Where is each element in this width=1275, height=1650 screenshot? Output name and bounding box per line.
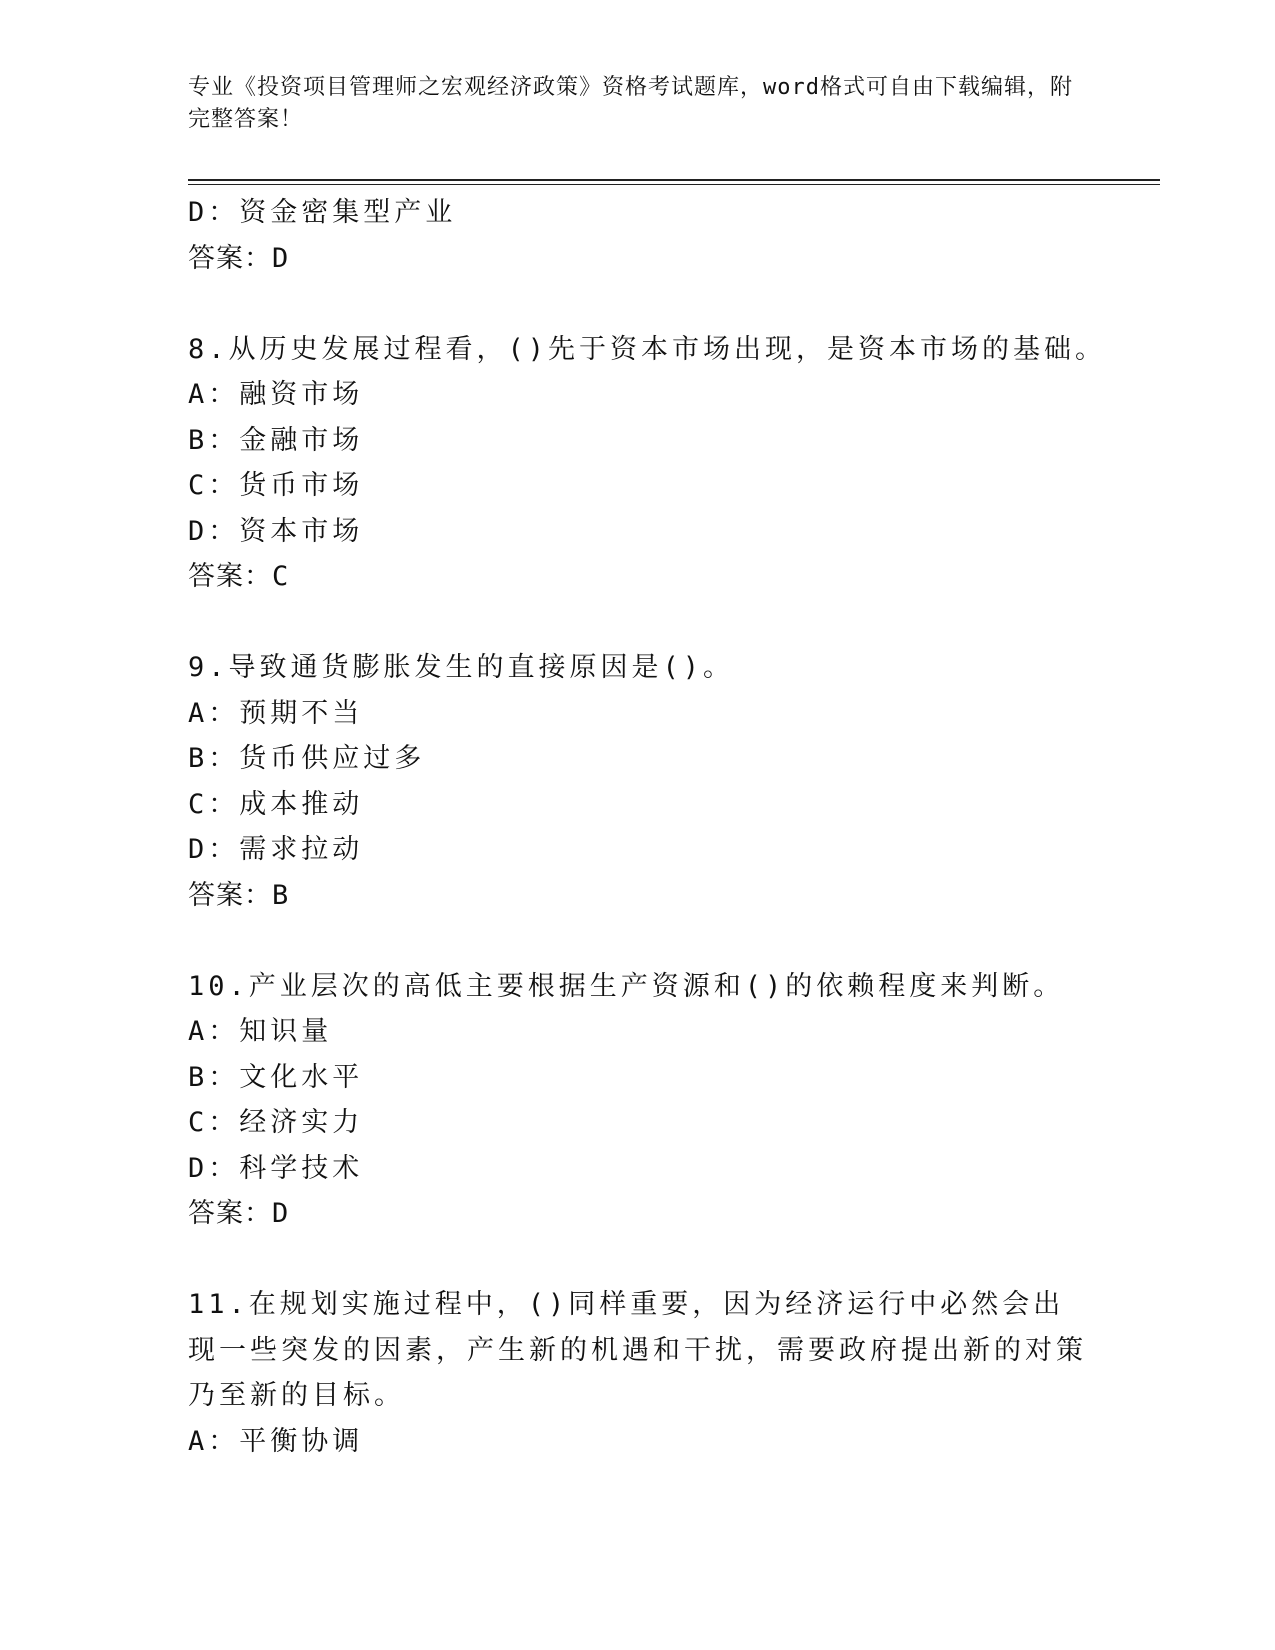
question-option-b: B：金融市场 [188,424,364,456]
answer-value: C [272,561,290,592]
question-answer [188,554,1088,600]
question-option-c: C：成本推动 [188,788,364,820]
answer-label: 答案： [188,879,272,911]
question-answer [188,1191,1088,1237]
answer-value: D [272,1198,290,1229]
answer-value: D [272,242,290,274]
question-option-d: D：资本市场 [188,515,364,547]
question-stem: 10.产业层次的高低主要根据生产资源和()的依赖程度来判断。 [188,970,1065,1002]
question-option-c: C：货币市场 [188,470,364,501]
question-option-a: A：平衡协调 [188,1425,364,1457]
question-option-a: A：融资市场 [188,379,364,410]
header-rule-thin [188,184,1160,185]
document-header: 专业《投资项目管理师之宏观经济政策》资格考试题库，word格式可自由下载编辑，附完整答案！ [188,75,1073,132]
question-answer [188,873,1088,919]
question-stem: 11.在规划实施过程中，()同样重要，因为经济运行中必然会出现一些突发的因素，产生新的机遇和干扰，需要政府提出新的对策乃至新的目标。 [188,1289,1087,1411]
question-option-a: A：知识量 [188,1016,333,1047]
answer-value: B [272,879,290,911]
question-option-a: A：预期不当 [188,697,364,729]
prev-question-option-d: D：资金密集型产业 [188,197,457,228]
question-option-b: B：货币供应过多 [188,743,426,774]
question-content [188,190,1107,1464]
question-option-d: D：需求拉动 [188,834,364,865]
question-stem: 9.导致通货膨胀发生的直接原因是()。 [188,652,735,683]
question-option-c: C：经济实力 [188,1107,364,1138]
question-option-b: B：文化水平 [188,1061,364,1093]
header-rule-thick [188,179,1160,181]
prev-question-answer [188,236,1088,282]
answer-label: 答案： [188,242,272,274]
question-stem: 8.从历史发展过程看，()先于资本市场出现，是资本市场的基础。 [188,333,1107,365]
question-option-d: D：科学技术 [188,1152,364,1184]
answer-label: 答案： [188,1198,272,1229]
answer-label: 答案： [188,561,272,592]
